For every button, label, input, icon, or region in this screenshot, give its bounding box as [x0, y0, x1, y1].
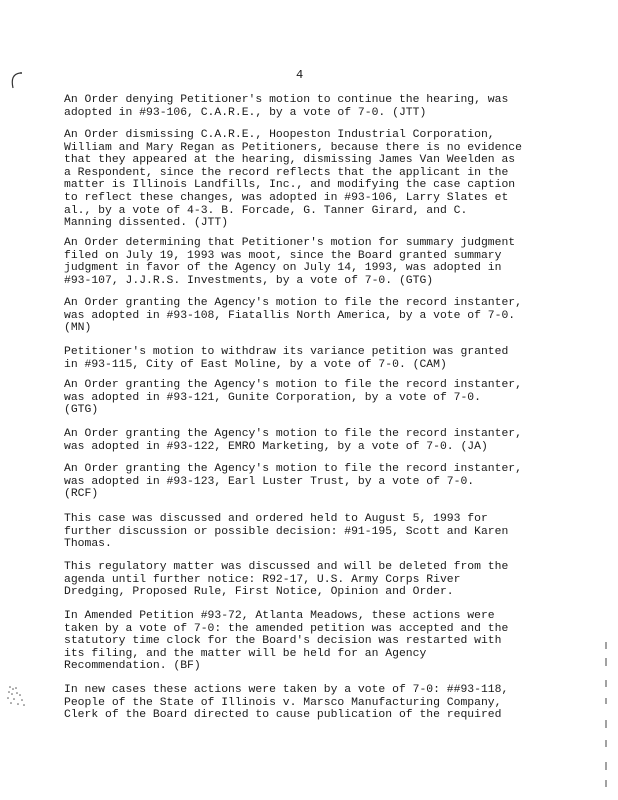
text-line: adopted in #93-106, C.A.R.E., by a vote of 7-0. (JTT) — [64, 106, 427, 119]
page-number: 4 — [296, 68, 304, 82]
text-line: was adopted in #93-108, Fiatallis North America, by a vote of 7-0. — [64, 309, 516, 322]
paragraph-order-93-106-continue-hearing — [64, 94, 550, 119]
text-line: An Order granting the Agency's motion to file the record instanter, — [64, 428, 522, 440]
scan-mark-right-margin — [603, 640, 611, 790]
paragraph-order-93-122-emro — [64, 428, 550, 453]
scan-mark-top-left — [4, 70, 26, 92]
text-line: Dredging, Proposed Rule, First Notice, Opinion and Order. — [64, 586, 454, 599]
text-line: filed on July 19, 1993 was moot, since the Board granted summary — [64, 249, 502, 262]
text-line: was adopted in #93-123, Earl Luster Trust, by a vote of 7-0. — [64, 475, 475, 488]
text-line: in #93-115, City of East Moline, by a vote of 7-0. (CAM) — [64, 358, 447, 371]
text-line: In Amended Petition #93-72, Atlanta Meadows, these actions were — [64, 610, 495, 622]
text-line: (RCF) — [64, 488, 99, 501]
scan-mark-bottom-left — [4, 684, 30, 708]
paragraph-order-93-108-fiatallis — [64, 297, 550, 335]
text-line: taken by a vote of 7-0: the amended petition was accepted and the — [64, 622, 509, 635]
text-line: An Order granting the Agency's motion to file the record instanter, — [64, 379, 522, 391]
text-line: that they appeared at the hearing, dismissing James Van Weelden as — [64, 154, 516, 167]
text-line: In new cases these actions were taken by a vote of 7-0: ##93-118, — [64, 684, 509, 696]
text-line: Manning dissented. (JTT) — [64, 217, 229, 230]
paragraph-r92-17-regulatory — [64, 561, 550, 599]
text-line: William and Mary Regan as Petitioners, because there is no evidence — [64, 141, 522, 154]
text-line: People of the State of Illinois v. Marsco Manufacturing Company, — [64, 696, 502, 709]
paragraph-new-cases-93-118 — [64, 684, 550, 722]
text-line: This regulatory matter was discussed and will be deleted from the — [64, 561, 509, 573]
paragraph-order-93-107-summary-judgment — [64, 237, 550, 287]
text-line: (GTG) — [64, 404, 99, 417]
text-line: An Order determining that Petitioner's motion for summary judgment — [64, 237, 516, 249]
text-line: Petitioner's motion to withdraw its variance petition was granted — [64, 346, 509, 358]
text-line: was adopted in #93-121, Gunite Corporation, by a vote of 7-0. — [64, 391, 481, 404]
text-line: An Order granting the Agency's motion to file the record instanter, — [64, 297, 522, 309]
text-line: a Respondent, since the record reflects that the applicant in the — [64, 166, 509, 179]
text-line: statutory time clock for the Board's decision was restarted with — [64, 635, 502, 648]
text-line: Thomas. — [64, 538, 112, 551]
text-line: An Order granting the Agency's motion to file the record instanter, — [64, 463, 522, 475]
text-line: (MN) — [64, 322, 92, 335]
paragraph-order-93-123-earl-luster — [64, 463, 550, 501]
text-line: Clerk of the Board directed to cause publication of the required — [64, 709, 502, 722]
text-line: agenda until further notice: R92-17, U.S. Army Corps River — [64, 573, 461, 586]
text-line: further discussion or possible decision: #91-195, Scott and Karen — [64, 525, 509, 538]
paragraph-93-115-east-moline — [64, 346, 550, 371]
paragraph-order-93-106-dismissing-care — [64, 129, 550, 230]
text-line: to reflect these changes, was adopted in #93-106, Larry Slates et — [64, 191, 509, 204]
text-line: matter is Illinois Landfills, Inc., and modifying the case caption — [64, 179, 516, 192]
text-line: was adopted in #93-122, EMRO Marketing, by a vote of 7-0. (JA) — [64, 440, 488, 453]
paragraph-order-93-121-gunite — [64, 379, 550, 417]
text-line: al., by a vote of 4-3. B. Forcade, G. Tanner Girard, and C. — [64, 204, 468, 217]
paragraph-91-195-held — [64, 513, 550, 551]
text-line: This case was discussed and ordered held to August 5, 1993 for — [64, 513, 488, 525]
text-line: judgment in favor of the Agency on July 14, 1993, was adopted in — [64, 262, 502, 275]
text-line: An Order dismissing C.A.R.E., Hoopeston Industrial Corporation, — [64, 129, 495, 141]
paragraph-93-72-atlanta-meadows — [64, 610, 550, 673]
text-line: #93-107, J.J.R.S. Investments, by a vote of 7-0. (GTG) — [64, 274, 434, 287]
text-line: its filing, and the matter will be held for an Agency — [64, 647, 427, 660]
text-line: Recommendation. (BF) — [64, 660, 201, 673]
text-line: An Order denying Petitioner's motion to continue the hearing, was — [64, 94, 509, 106]
